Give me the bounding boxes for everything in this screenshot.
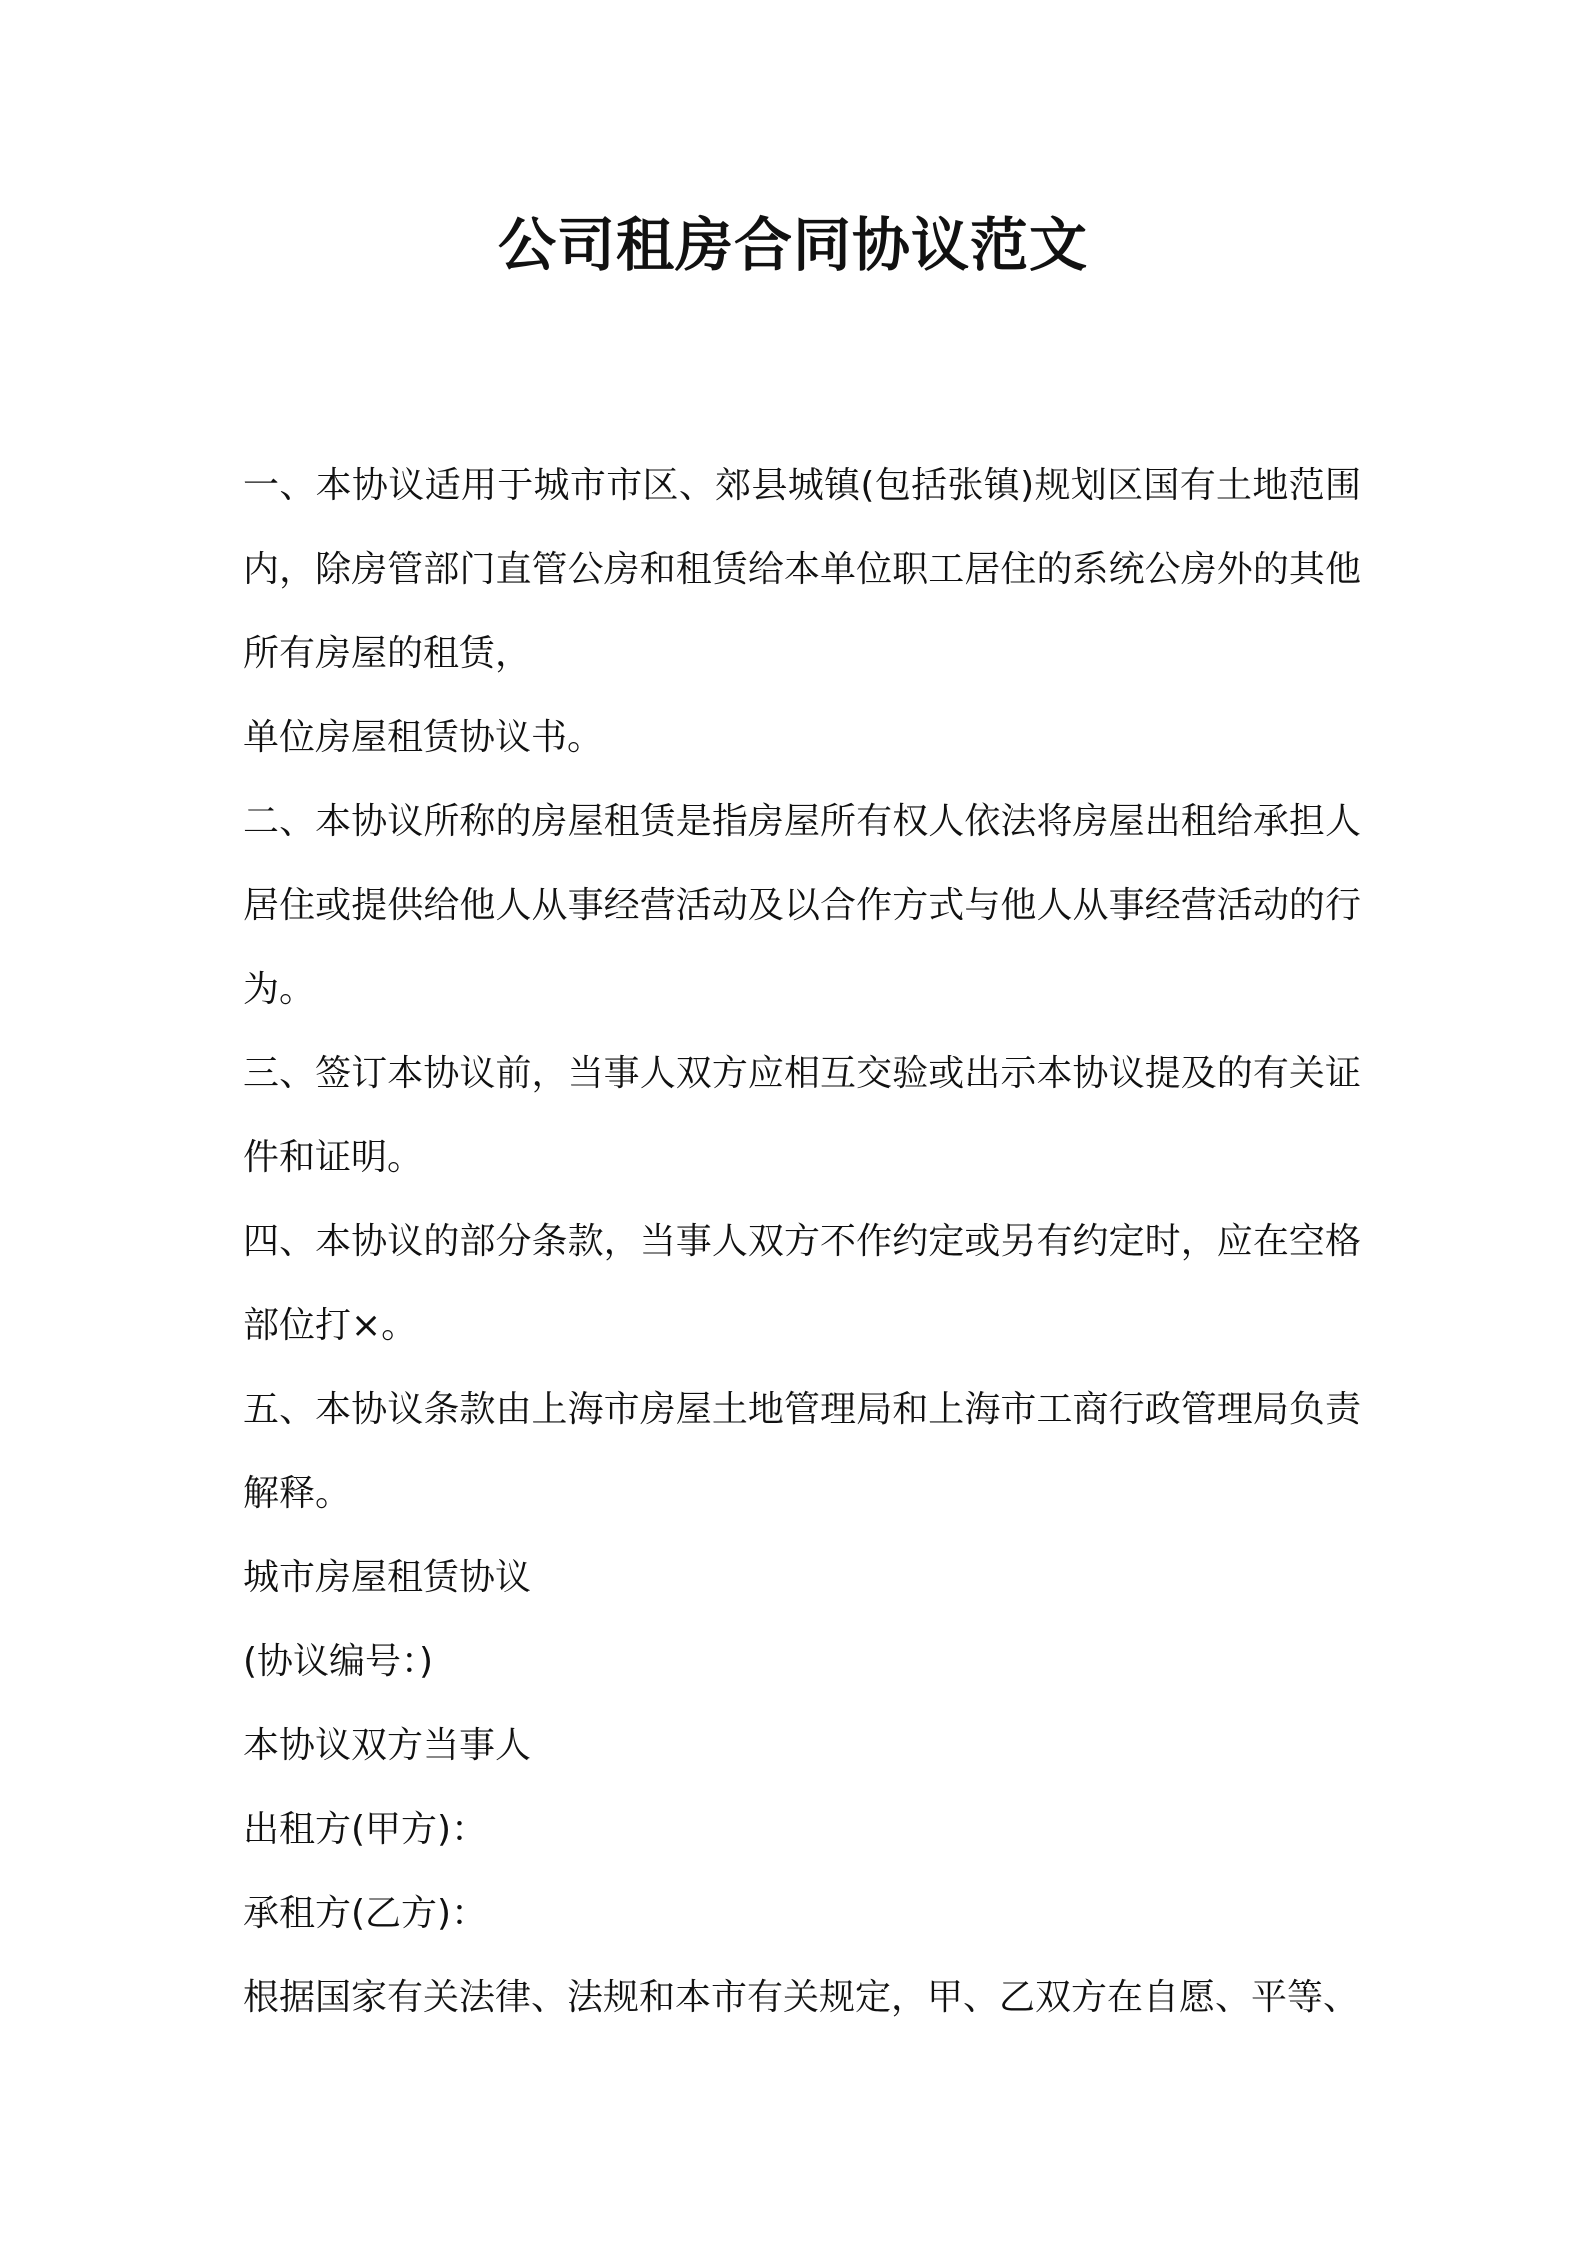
paragraph-lessee: 承租方(乙方)： [243,1893,488,1934]
paragraph-contract-number: (协议编号：) [243,1641,434,1682]
paragraph-clause-2: 二、本协议所称的房屋租赁是指房屋所有权人依法将房屋出租给承担人居住或提供给他人从事经营活动及以合作方式与他人从事经营活动的行为。 [243,801,1361,1010]
document-body [243,444,1361,2040]
paragraph-parties-heading: 本协议双方当事人 [243,1725,532,1766]
paragraph-clause-3: 三、签订本协议前，当事人双方应相互交验或出示本协议提及的有关证件和证明。 [243,1053,1361,1178]
paragraph-contract-heading: 城市房屋租赁协议 [243,1557,532,1598]
paragraph-agreement-title: 单位房屋租赁协议书。 [243,717,604,758]
paragraph-lessor: 出租方(甲方)： [243,1809,488,1850]
paragraph-clause-5: 五、本协议条款由上海市房屋土地管理局和上海市工商行政管理局负责解释。 [243,1389,1361,1514]
paragraph-clause-4: 四、本协议的部分条款，当事人双方不作约定或另有约定时，应在空格部位打×。 [243,1221,1361,1346]
document-title: 公司租房合同协议范文 [497,211,1088,279]
paragraph-clause-1: 一、本协议适用于城市市区、郊县城镇(包括张镇)规划区国有土地范围内，除房管部门直管公房和租赁给本单位职工居住的系统公房外的其他所有房屋的租赁， [243,465,1361,674]
paragraph-legal-basis: 根据国家有关法律、法规和本市有关规定，甲、乙双方在自愿、平等、 [243,1977,1360,2018]
